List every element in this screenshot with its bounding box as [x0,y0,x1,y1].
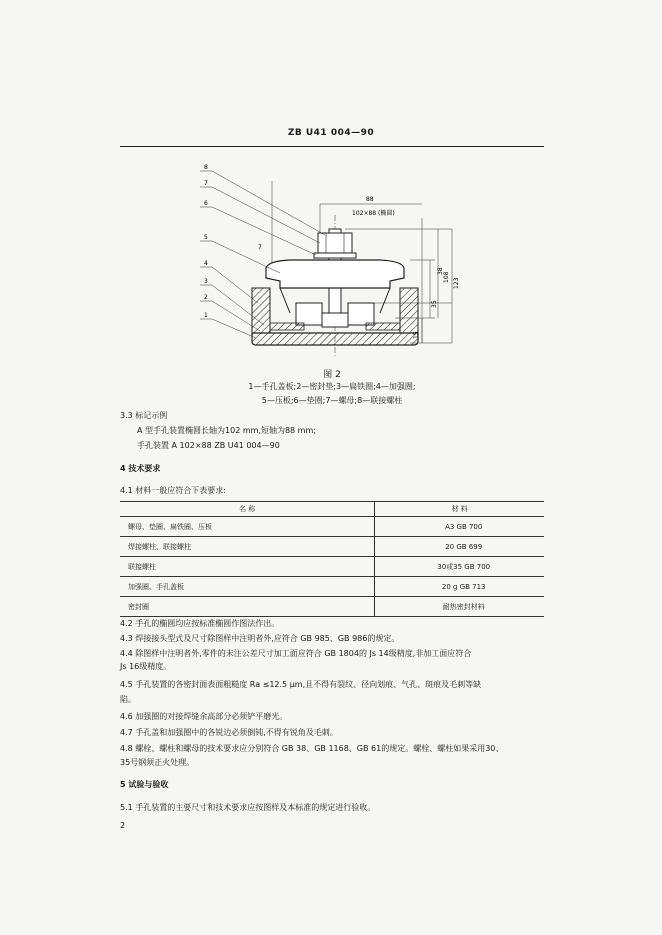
dim-15: 15 [413,331,420,339]
section-5-heading: 5 试验与验收 [120,780,169,789]
dim-88: 88 [366,196,374,203]
clause-4-3: 4.3 焊接接头型式及尺寸除图样中注明者外,应符合 GB 985、GB 986的规定。 [120,634,400,643]
header-rule [120,146,544,147]
table-cell-material: 耐热密封材料 [375,597,544,617]
clause-4-5: 4.5 手孔装置的各密封面表面粗糙度 Ra ≤12.5 μm,且不得有裂纹、径向划痕、气孔、斑痕及毛刺等缺 [120,680,482,689]
figure-title: 图 2 [323,370,341,380]
section-4-heading: 4 技术要求 [120,464,161,473]
table-row [120,577,544,597]
table-header-row [120,502,544,517]
handhole-assembly-drawing [190,163,470,358]
table-row [120,597,544,617]
dim-ellipse: 102×88 (椭圆) [352,210,395,217]
figure-legend-line1: 1—手孔盖板;2—密封垫;3—扁铁圈;4—加强圈; [248,382,416,391]
table-row [120,517,544,537]
table-cell-material: A3 GB 700 [375,517,544,537]
callout-1: 1 [204,312,208,319]
clause-4-2: 4.2 手孔的椭圆均应按标准椭圆作图法作出。 [120,619,280,628]
marking-example-line1: A 型手孔装置椭圆长轴为102 mm,短轴为88 mm; [137,426,316,435]
table-cell-name: 密封圈 [120,597,375,617]
table-cell-name: 联接螺柱 [120,557,375,577]
callout-2: 2 [204,294,208,301]
clause-5-1: 5.1 手孔装置的主要尺寸和技术要求应按图样及本标准的规定进行验收。 [120,803,376,812]
dim-108: 108 [443,271,450,283]
section-3-3-heading: 3.3 标记示例 [120,411,168,420]
marking-example-line2: 手孔装置 A 102×88 ZB U41 004—90 [137,441,280,450]
clause-4-8-cont: 35号钢须正火处理。 [120,758,195,767]
callout-5: 5 [204,234,208,241]
document-code-header: ZB U41 004—90 [287,128,375,138]
materials-table [120,501,544,617]
table-cell-material: 20 g GB 713 [375,577,544,597]
clause-4-4: 4.4 除图样中注明者外,零件的未注公差尺寸加工面应符合 GB 1804的 Js 14级精度,非加工面应符合 [120,649,472,658]
table-header-material: 材 料 [375,502,544,517]
table-cell-name: 加强圈、手孔盖板 [120,577,375,597]
clause-4-8: 4.8 螺栓、螺柱和螺母的技术要求应分别符合 GB 38、GB 1168、GB 61的规定。螺栓、螺柱如果采用30、 [120,744,504,753]
callout-4: 4 [204,260,208,267]
page-number: 2 [120,821,126,830]
clause-4-6: 4.6 加强圈的对接焊缝余高部分必须铲平磨光。 [120,712,288,721]
table-cell-material: 20 GB 699 [375,537,544,557]
table-cell-material: 30或35 GB 700 [375,557,544,577]
table-cell-name: 焊接螺柱、联接螺柱 [120,537,375,557]
callout-6: 6 [204,200,208,207]
callout-7: 7 [204,180,208,187]
clause-4-1: 4.1 材料一般应符合下表要求: [120,486,226,495]
dim-35: 35 [431,300,438,308]
table-cell-name: 螺母、垫圈、扁铁圈、压板 [120,517,375,537]
figure-legend-line2: 5—压板;6—垫圈;7—螺母;8—联接螺柱 [261,396,403,405]
clause-4-5-cont: 陷。 [120,695,136,704]
table-row [120,537,544,557]
dim-7: 7 [258,244,262,251]
callout-8: 8 [204,164,208,171]
dim-123: 123 [453,277,460,289]
clause-4-7: 4.7 手孔盖和加强圈中的各锐边必须倒钝,不得有锐角及毛刺。 [120,728,338,737]
clause-4-4-cont: Js 16级精度。 [120,662,172,671]
table-header-name: 名 称 [120,502,375,517]
table-row [120,557,544,577]
callout-3: 3 [204,278,208,285]
dim-38: 38 [437,267,444,275]
